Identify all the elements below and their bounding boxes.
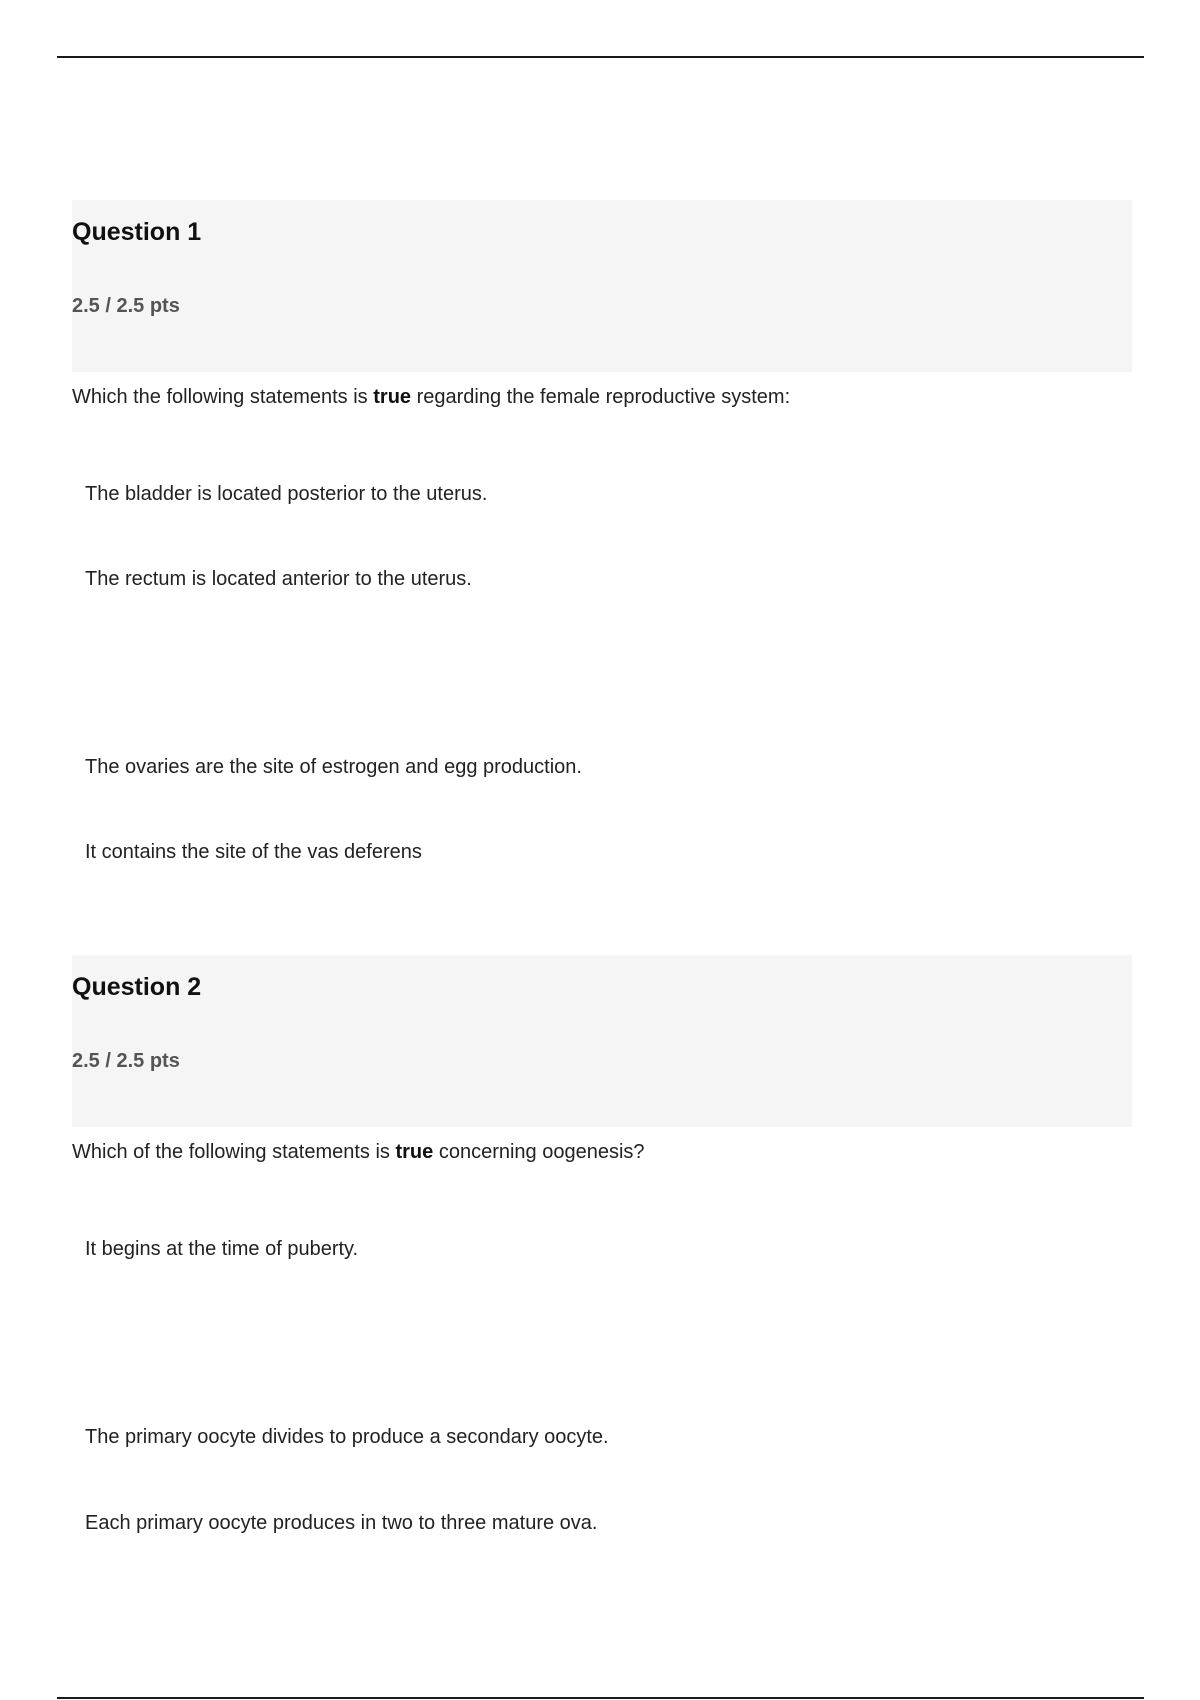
question-title: Question 2 (72, 973, 202, 1001)
prompt-text-start: Which the following statements is (72, 386, 374, 408)
question-2 (72, 955, 1132, 1534)
question-prompt (72, 386, 790, 409)
answer-option[interactable]: It contains the site of the vas deferens (85, 841, 422, 863)
question-1 (72, 200, 1132, 863)
answer-option[interactable]: The primary oocyte divides to produce a secondary oocyte. (85, 1426, 609, 1448)
question-points: 2.5 / 2.5 pts (72, 1050, 180, 1072)
bottom-rule (57, 1697, 1144, 1699)
prompt-text-end: concerning oogenesis? (433, 1141, 645, 1163)
question-prompt (72, 1141, 645, 1164)
prompt-text-end: regarding the female reproductive system: (411, 386, 791, 408)
prompt-emphasis: true (395, 1141, 434, 1163)
question-header (72, 955, 1132, 1127)
question-points: 2.5 / 2.5 pts (72, 295, 180, 317)
answer-option[interactable]: It begins at the time of puberty. (85, 1238, 359, 1260)
answer-option[interactable]: The bladder is located posterior to the uterus. (85, 483, 488, 505)
question-title: Question 1 (72, 218, 202, 246)
top-rule (57, 56, 1144, 58)
answer-option[interactable]: The rectum is located anterior to the uterus. (85, 568, 472, 590)
answer-option[interactable]: Each primary oocyte produces in two to three mature ova. (85, 1512, 598, 1534)
prompt-text-start: Which of the following statements is (72, 1141, 396, 1163)
prompt-emphasis: true (373, 386, 412, 408)
answer-option[interactable]: The ovaries are the site of estrogen and egg production. (85, 756, 582, 778)
question-header (72, 200, 1132, 372)
